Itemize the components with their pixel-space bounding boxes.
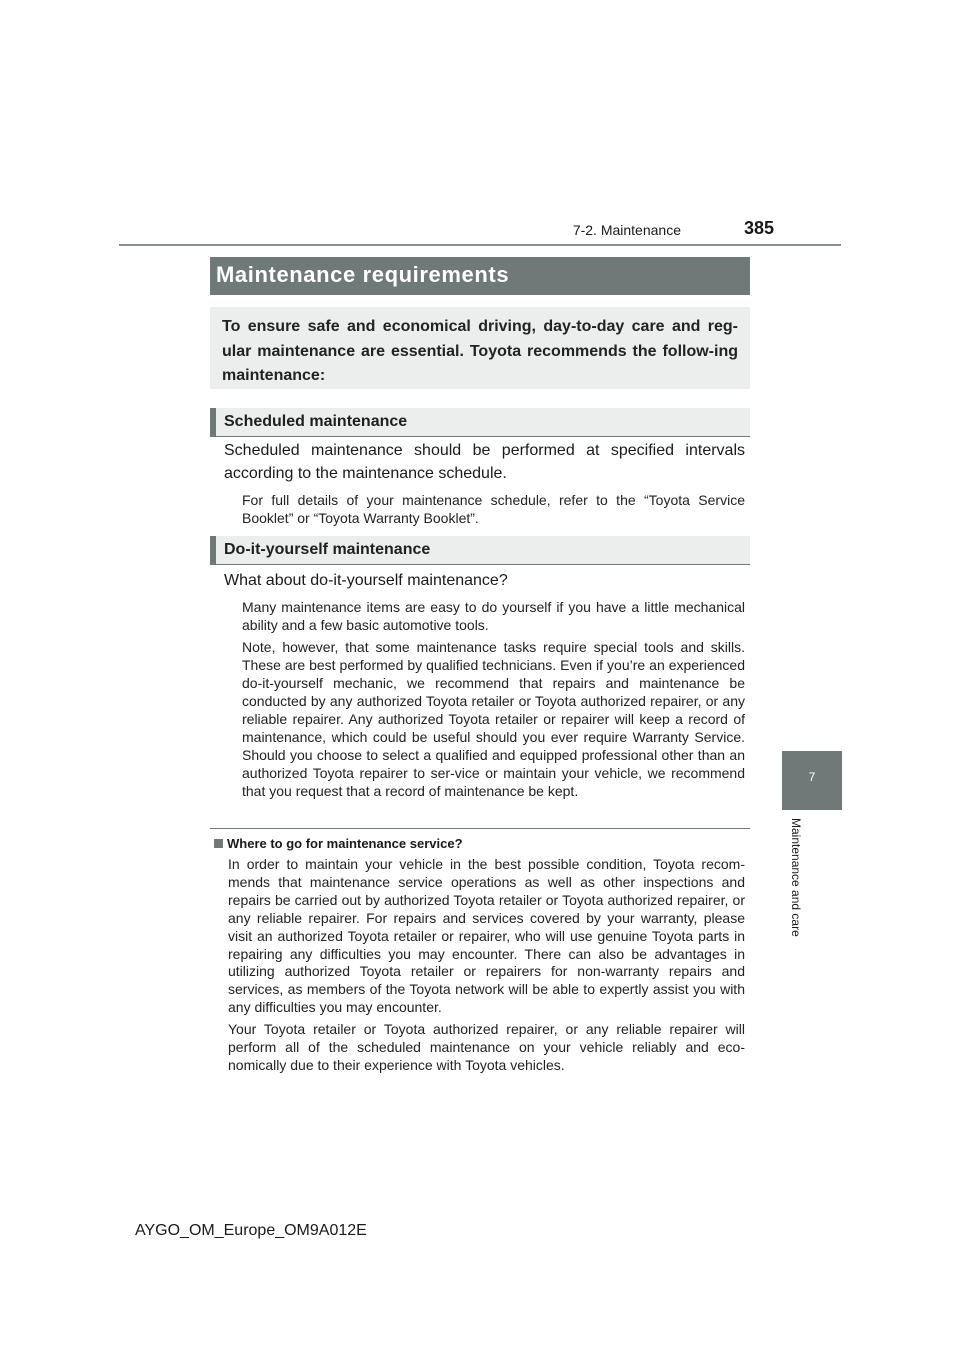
section-divider bbox=[210, 828, 750, 829]
heading-label: Do-it-yourself maintenance bbox=[224, 541, 431, 558]
heading-label: Scheduled maintenance bbox=[224, 413, 408, 430]
page-number: 385 bbox=[743, 218, 774, 238]
heading-underline bbox=[210, 436, 750, 437]
where-paragraph-2: Your Toyota retailer or Toyota authorized repairer, or any reliable repairer will perform all of the scheduled maintenance on your vehicle reliably and eco-nomically due to their experience with Toyota vehicles. bbox=[228, 1021, 745, 1073]
where-heading bbox=[214, 836, 463, 852]
scheduled-lead-text: Scheduled maintenance should be performed at specified intervals according to the maintenance schedule. bbox=[224, 442, 745, 482]
heading-accent-bar bbox=[210, 408, 216, 436]
where-paragraph-1: In order to maintain your vehicle in the best possible condition, Toyota recom-mends that maintenance service operations as well as other inspections and repairs be carried out by authorized Toyota retailer or Toyota authorized repairer, or any reliable repairer. For repairs and services covered by your warranty, please visit an authorized Toyota retailer or repairer, who will use genuine Toyota parts in repairing any difficulties you may encounter. There can also be advantages in utilizing authorized Toyota retailer or repairers for non-warranty repairs and services, as members of the Toyota network will be able to expertly assist you with any difficulties you may encounter. bbox=[228, 856, 745, 1016]
document-code: AYGO_OM_Europe_OM9A012E bbox=[135, 1222, 367, 1239]
header-rule bbox=[119, 244, 841, 246]
scheduled-maintenance-heading bbox=[210, 408, 750, 436]
diy-lead-text: What about do-it-yourself maintenance? bbox=[224, 572, 508, 589]
heading-underline bbox=[210, 564, 750, 565]
chapter-number: 7 bbox=[808, 770, 816, 784]
square-bullet-icon bbox=[214, 839, 223, 848]
intro-box bbox=[210, 307, 750, 389]
scheduled-detail-text: For full details of your maintenance schedule, refer to the “Toyota Service Booklet” or “Toyota Warranty Booklet”. bbox=[242, 492, 745, 526]
where-heading-label: Where to go for maintenance service? bbox=[227, 836, 463, 851]
chapter-title-vertical: Maintenance and care bbox=[789, 818, 803, 937]
diy-paragraph-1: Many maintenance items are easy to do yourself if you have a little mechanical ability and a few basic automotive tools. bbox=[242, 599, 745, 633]
page-title: Maintenance requirements bbox=[216, 262, 510, 287]
intro-text: To ensure safe and economical driving, day-to-day care and reg-ular maintenance are essential. Toyota recommends the follow-ing maintenance: bbox=[222, 318, 738, 384]
section-label: 7-2. Maintenance bbox=[572, 222, 681, 238]
diy-paragraph-2: Note, however, that some maintenance tasks require special tools and skills. These are best performed by qualified technicians. Even if you’re an experienced do-it-yourself mechanic, we recommend that repairs and maintenance be conducted by any authorized Toyota retailer or Toyota authorized repairer, or any reliable repairer. Any authorized Toyota retailer or repairer will keep a record of maintenance, which could be useful should you ever require Warranty Service. Should you choose to select a qualified and equipped professional other than an authorized Toyota repairer to ser-vice or maintain your vehicle, we recommend that you request that a record of maintenance be kept. bbox=[242, 639, 745, 799]
heading-accent-bar bbox=[210, 536, 216, 564]
diy-maintenance-heading bbox=[210, 536, 750, 564]
